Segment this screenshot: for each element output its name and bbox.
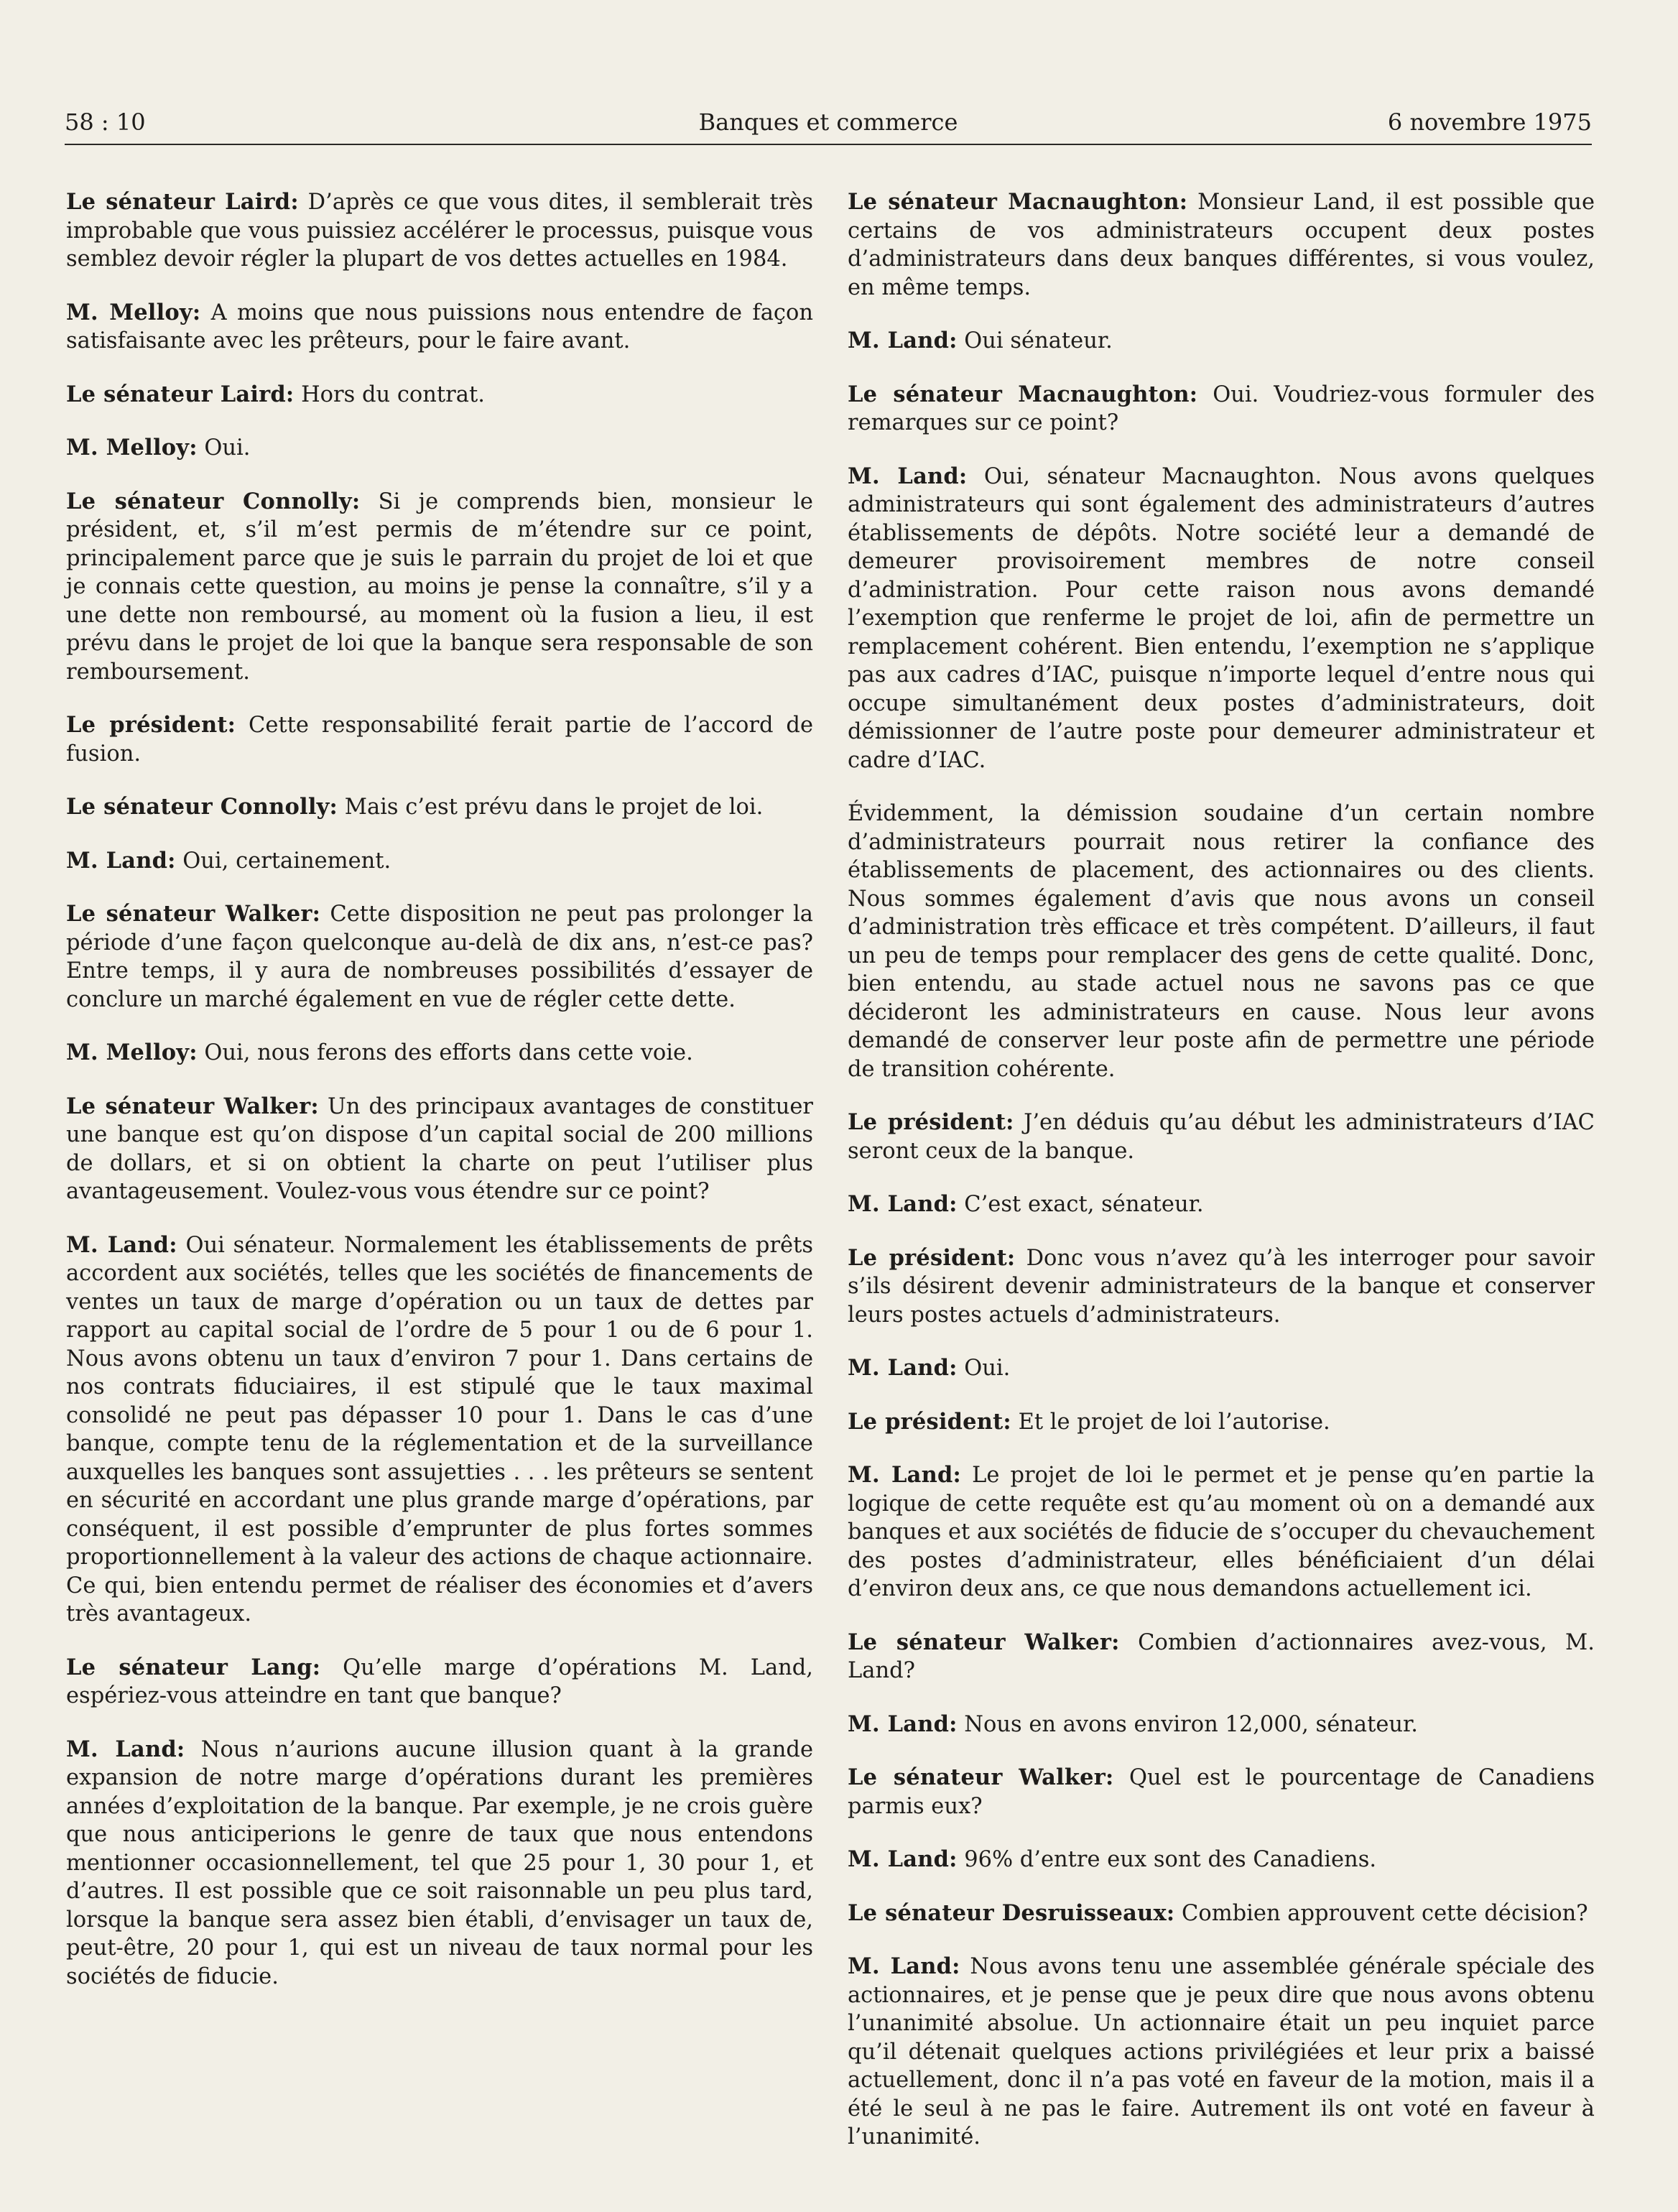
speaker-name: M. Land: [66,1231,177,1258]
speech-text: Oui sénateur. [957,328,1113,353]
speaker-name: M. Land: [66,1736,185,1762]
transcript-paragraph [66,1654,813,1711]
transcript-paragraph [66,711,813,768]
transcript-paragraph [66,1736,813,1991]
speaker-name: M. Melloy: [66,299,201,325]
speech-text: Qu’elle marge d’opérations M. Land, espériez-vous atteindre en tant que banque? [66,1655,813,1708]
speaker-name: Le sénateur Connolly: [66,794,338,820]
speech-text: Mais c’est prévu dans le projet de loi. [338,795,764,820]
speech-text: Oui. [957,1356,1011,1381]
speech-text: D’après ce que vous dites, il semblerait très improbable que vous puissiez accélérer le processus, puisque vous semblez devoir régler la plupart de vos dettes actuelles en 1984. [66,190,813,272]
speaker-name: M. Land: [848,1953,960,1979]
speaker-name: Le président: [848,1109,1014,1135]
transcript-paragraph [66,381,813,409]
transcript-paragraph [848,1764,1595,1820]
transcript-paragraph [66,1231,813,1629]
transcript-paragraph [848,1461,1595,1604]
transcript-paragraph [848,1354,1595,1383]
speech-text: Oui, certainement. [175,848,391,874]
speaker-name: Le président: [848,1244,1016,1271]
transcript-paragraph [66,793,813,822]
speaker-name: M. Land: [848,463,968,489]
speech-text: Nous n’aurions aucune illusion quant à la grande expansion de notre marge d’opérations durant les premières années d’exploitation de la banque. Par exemple, je ne crois guère que nous anticiperions le genre de taux que nous entendons mentionner occasionnellement, tel que 25 pour 1, 30 pour 1, et d’autres. Il est possible que ce soit raisonnable un peu plus tard, lorsque la banque sera assez bien établi, d’envisager un taux de, peut-être, 20 pour 1, qui est un niveau de taux normal pour les sociétés de fiducie. [66,1736,813,1989]
transcript-paragraph [66,1039,813,1068]
speaker-name: Le président: [848,1408,1011,1435]
transcript-paragraph [66,188,813,274]
speech-text: Si je comprends bien, monsieur le président, et, s’il m’est permis de m’étendre sur ce point, principalement parce que je suis le parrain du projet de loi et que je connais cette question, au moins je pense la connaître, s’il y a une dette non remboursé, au moment où la fusion a lieu, il est prévu dans le projet de loi que la banque sera responsable de son remboursement. [66,489,813,685]
transcript-paragraph [66,299,813,356]
transcript-paragraph [848,188,1595,302]
right-column [848,188,1595,2177]
transcript-paragraph [848,1408,1595,1437]
speech-text: Nous en avons environ 12,000, sénateur. [957,1711,1418,1737]
transcript-paragraph [848,1711,1595,1739]
speaker-name: Le sénateur Lang: [66,1654,321,1680]
speaker-name: M. Land: [848,328,958,353]
transcript-paragraph [848,1953,1595,2152]
speech-text: Quel est le pourcentage de Canadiens parmis eux? [848,1765,1595,1819]
transcript-paragraph [66,900,813,1014]
running-title: Banques et commerce [698,108,958,136]
speaker-name: Le sénateur Walker: [66,901,321,927]
transcript-paragraph [66,434,813,463]
speaker-name: Le sénateur Macnaughton: [848,189,1188,215]
speech-text: Monsieur Land, il est possible que certains de vos administrateurs occupent deux postes d’administrateurs dans deux banques différentes, si vous voulez, en même temps. [848,190,1595,300]
page-date: 6 novembre 1975 [1387,108,1592,136]
transcript-paragraph [66,488,813,687]
header-rule [65,144,1592,145]
speaker-name: M. Melloy: [66,1040,198,1065]
transcript-paragraph [848,463,1595,775]
speaker-name: M. Land: [848,1462,961,1488]
speech-text: Oui. [197,435,251,461]
speaker-name: Le sénateur Laird: [66,381,295,407]
speech-text: J’en déduis qu’au début les administrateurs d’IAC seront ceux de la banque. [848,1110,1595,1164]
speech-text: Oui sénateur. Normalement les établissements de prêts accordent aux sociétés, telles que les sociétés de financements de ventes un taux de marge d’opération ou un taux de dettes par rapport au capital social de l’ordre de 5 pour 1 ou de 6 pour 1. Nous avons obtenu un taux d’environ 7 pour 1. Dans certains de nos contrats fiduciaires, il est stipulé que le taux maximal consolidé ne peut pas dépasser 10 pour 1. Dans le cas d’une banque, compte tenu de la réglementation et de la surveillance auxquelles les banques sont assujetties . . . les prêteurs se sentent en sécurité en accordant une plus grande marge d’opérations, par conséquent, il est possible d’emprunter de plus fortes sommes proportionnellement à la valeur des actions de chaque actionnaire. Ce qui, bien entendu permet de réaliser des économies et d’avers très avantageux. [66,1232,813,1626]
speech-text: Le projet de loi le permet et je pense qu’en partie la logique de cette requête est qu’au moment où on a demandé aux banques et aux sociétés de fiducie de s’occuper du chevauchement des postes d’administrateur, elles bénéficiaient d’un délai d’environ deux ans, ce que nous demandons actuellement ici. [848,1463,1595,1601]
left-column [66,188,813,2016]
speech-text: Combien approuvent cette décision? [1174,1900,1588,1926]
transcript-paragraph [848,1109,1595,1165]
speech-text: Oui, sénateur Macnaughton. Nous avons quelques administrateurs qui sont également des administrateurs d’autres établissements de dépôts. Notre société leur a demandé de demeurer provisoirement membres de notre conseil d’administration. Pour cette raison nous avons demandé l’exemption que renferme le projet de loi, afin de permettre un remplacement cohérent. Bien entendu, l’exemption ne s’applique pas aux cadres d’IAC, puisque n’importe lequel d’entre nous qui occupe simultanément deux postes d’administrateurs, doit démissionner de l’autre poste pour demeurer administrateur et cadre d’IAC. [848,463,1595,773]
speaker-name: M. Land: [848,1711,958,1737]
speaker-name: M. Melloy: [66,435,198,461]
transcript-paragraph [848,381,1595,438]
speech-text: Oui, nous ferons des efforts dans cette voie. [197,1040,693,1065]
speech-text: A moins que nous puissions nous entendre de façon satisfaisante avec les prêteurs, pour le faire avant. [66,300,813,353]
speech-text: Hors du contrat. [294,381,485,407]
transcript-paragraph [848,327,1595,356]
speaker-name: Le président: [66,712,236,738]
speaker-name: M. Land: [848,1355,958,1381]
transcript-paragraph [66,847,813,876]
transcript-paragraph [848,1629,1595,1685]
transcript-paragraph [848,1190,1595,1219]
speech-text: Oui. Voudriez-vous formuler des remarques sur ce point? [848,381,1595,435]
transcript-paragraph [66,1093,813,1206]
speech-text: Cette responsabilité ferait partie de l’accord de fusion. [66,713,813,767]
speaker-name: Le sénateur Macnaughton: [848,381,1198,407]
page-number: 58 : 10 [65,108,146,136]
speaker-name: M. Land: [848,1846,958,1872]
speaker-name: Le sénateur Connolly: [66,488,361,514]
transcript-paragraph [848,1244,1595,1330]
speaker-name: Le sénateur Walker: [848,1629,1120,1655]
speech-text: Et le projet de loi l’autorise. [1011,1409,1330,1435]
speaker-name: M. Land: [66,847,176,874]
transcript-paragraph [848,800,1595,1083]
speech-text: Nous avons tenu une assemblée générale spéciale des actionnaires, et je pense que je peux dire que nous avons obtenu l’unanimité absolue. Un actionnaire était un peu inquiet parce qu’il détenait quelques actions privilégiées et leur prix a baissé actuellement, donc il n’a pas voté en faveur de la motion, mais il a été le seul à ne pas le faire. Autrement ils ont voté en faveur à l’unanimité. [848,1954,1595,2149]
page-header [65,106,1592,147]
transcript-paragraph [848,1899,1595,1928]
speech-text: Donc vous n’avez qu’à les interroger pour savoir s’ils désirent devenir administrateurs de la banque et conserver leurs postes actuels d’administrateurs. [848,1245,1595,1328]
speaker-name: Le sénateur Walker: [848,1764,1114,1790]
speaker-name: Le sénateur Walker: [66,1093,319,1119]
speaker-name: M. Land: [848,1191,958,1217]
speech-text: Évidemment, la démission soudaine d’un certain nombre d’administrateurs pourrait nous retirer la confiance des établissements de placement, des actionnaires ou des clients. Nous sommes également d’avis que nous avons un conseil d’administration très efficace et très compétent. D’ailleurs, il faut un peu de temps pour remplacer des gens de cette qualité. Donc, bien entendu, au stade actuel nous ne savons pas ce que décideront les administrateurs en cause. Nous leur avons demandé de conserver leur poste afin de permettre une période de transition cohérente. [848,801,1595,1082]
speech-text: 96% d’entre eux sont des Canadiens. [957,1847,1377,1872]
speech-text: Combien d’actionnaires avez-vous, M. Land? [848,1629,1595,1683]
speech-text: Cette disposition ne peut pas prolonger la période d’une façon quelconque au-delà de dix ans, n’est-ce pas? Entre temps, il y aura de nombreuses possibilités d’essayer de conclure un marché également en vue de régler cette dette. [66,902,813,1012]
speech-text: Un des principaux avantages de constituer une banque est qu’on dispose d’un capital social de 200 millions de dollars, et si on obtient la charte on peut l’utiliser plus avantageusement. Voulez-vous vous étendre sur ce point? [66,1093,813,1204]
speaker-name: Le sénateur Desruisseaux: [848,1899,1175,1926]
transcript-paragraph [848,1846,1595,1874]
speech-text: C’est exact, sénateur. [957,1192,1204,1217]
speaker-name: Le sénateur Laird: [66,189,299,215]
